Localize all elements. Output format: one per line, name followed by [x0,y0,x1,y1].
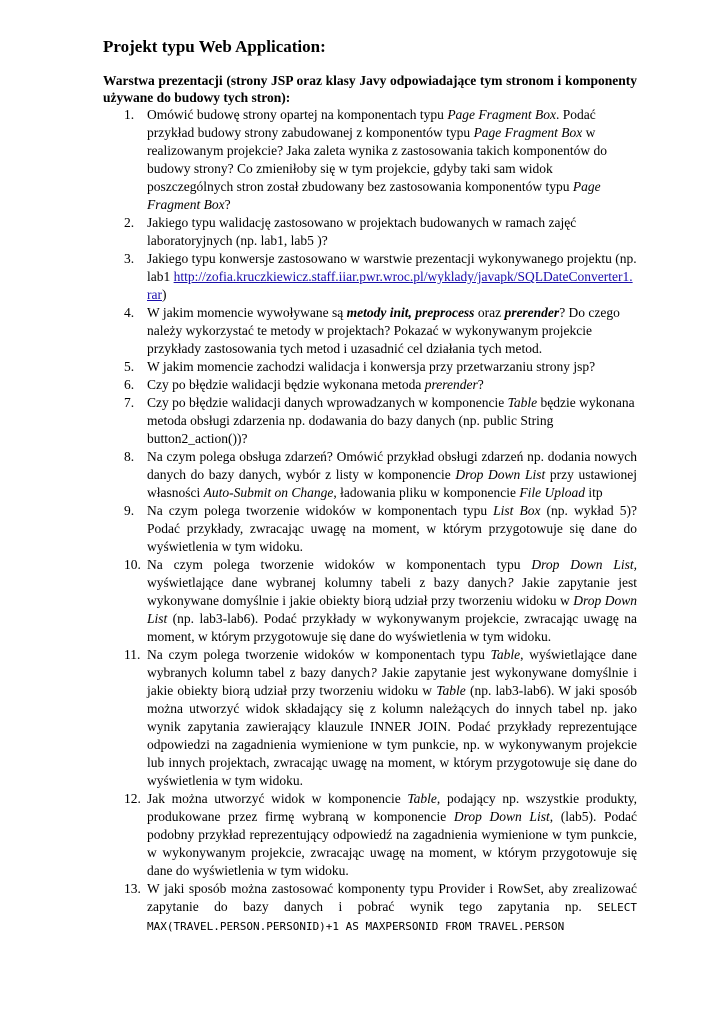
text-run: Jakie zapytanie jest wykonywane domyślnie i jakie obiekty biorą udział przy tworzeniu widoku w [147,575,637,608]
text-run: wyświetlające dane wybranej kolumny tabeli z bazy danych [147,575,507,590]
text-run: Na czym polega tworzenie widoków w komponentach typu [147,647,491,662]
text-run: W jaki sposób można zastosować komponenty typu Provider i RowSet, aby zrealizować zapytanie do bazy danych i pobrać wynik tego zapytania np. [147,881,637,914]
text-run: Jak można utworzyć widok w komponencie [147,791,408,806]
text-run: (np. lab3-lab6). Podać przykłady w wykonywanym projekcie, zwracając uwagę na moment, w którym przygotowuje się dane do wyświetlenia w tym widoku. [147,611,637,644]
text-run: prerender [504,305,560,320]
question-item [103,250,637,304]
question-item [103,214,637,250]
question-text [147,250,637,304]
question-text [147,394,637,448]
text-run: Table [407,791,437,806]
text-run: , podający np. wszystkie produkty, produkowane przez firmę wybraną w komponencie [147,791,638,824]
text-run: Table [436,683,466,698]
question-number: 4. [124,305,135,320]
text-run: Jakiego typu walidację zastosowano w projektach budowanych w ramach zajęć laboratoryjnych (np. lab1, lab5 )? [147,215,577,248]
question-text [147,106,637,214]
text-run: Drop Down List [147,593,637,626]
question-item [103,502,637,556]
page-title: Projekt typu Web Application: [103,37,326,56]
text-run: oraz [474,305,505,320]
question-text [147,790,637,880]
question-item [103,646,637,790]
text-run: , ładowania pliku w komponencie [333,485,520,500]
question-number: 9. [124,503,135,518]
question-number: 13. [124,881,141,896]
question-number: 5. [124,359,135,374]
question-text [147,448,637,502]
text-run: (np. wykład 5)? Podać przykłady, zwracając uwagę na moment, w którym przygotowuje się dane do wyświetlenia w tym widoku. [147,503,637,554]
question-item [103,376,637,394]
text-run: przy ustawionej własności [147,467,637,500]
text-run: Drop Down List [453,809,550,824]
question-text [147,556,637,646]
text-run: , (lab5). Podać podobny przykład reprezentujący odpowiedź na zagadnienia wymienione w tym punkcie, w wykonywanym projekcie, zwracając uwagę na moment, w którym przygotowuje się dane do wyświetlenia w tym widoku. [147,809,637,878]
text-run: SELECT MAX(TRAVEL.PERSON.PERSONID)+1 AS MAXPERSONID FROM TRAVEL.PERSON [147,901,637,933]
text-run: w realizowanym projekcie? Jaka zaleta wynika z zastosowania takich komponentów do budowy strony? Co zmieniłoby się w tym projekcie, gdyby taki sam widok poszczególnych stron został zbudowany bez zastosowania komponentów typu [147,125,607,194]
text-run: Page Fragment Box [147,179,601,212]
text-run: Omówić budowę strony opartej na komponentach typu [147,107,448,122]
question-item [103,106,637,214]
section-heading: Warstwa prezentacji (strony JSP oraz klasy Javy odpowiadające tym stronom i komponenty używane do budowy tych stron): [103,73,637,105]
question-item [103,556,637,646]
question-number: 7. [124,395,135,410]
text-run: (np. lab3-lab6). W jaki sposób można utworzyć widok składający się z kolumn należących do innych tabel np. jako wynik zapytania zawierający klauzule INNER JOIN. Podać przykłady reprezentujące odpowiedzi na zagadnienia wymienione w tym punkcie, np. w wykonywanym projekcie lub innych projektach, zwracając uwagę na moment, w którym przygotowuje się dane do wyświetlenia w tym widoku. [147,683,637,788]
text-run: Czy po błędzie walidacji będzie wykonana metoda [147,377,425,392]
question-text [147,304,637,358]
text-run: ? [224,197,231,212]
text-run: Czy po błędzie walidacji danych wprowadzanych w komponencie [147,395,508,410]
text-run: List Box [493,503,541,518]
question-item [103,790,637,880]
question-text [147,376,637,394]
text-run: Auto-Submit on Change [203,485,334,500]
question-list [103,106,637,936]
question-item [103,448,637,502]
text-run: Na czym polega obsługa zdarzeń? Omówić przykład obsługi zdarzeń np. dodania nowych danych do bazy danych, wybór z listy w komponencie [147,449,637,482]
text-run: ) [161,287,167,302]
question-number: 11. [124,647,141,662]
question-text [147,502,637,556]
question-number: 3. [124,251,135,266]
converter-link[interactable]: http://zofia.kruczkiewicz.staff.iiar.pwr.wroc.pl/wyklady/javapk/SQLDateConverter1.rar [147,269,633,302]
question-item [103,880,637,936]
text-run: itp [584,485,603,500]
text-run: będzie wykonana metoda obsługi zdarzenia np. dodawania do bazy danych (np. public String button2_action())? [147,395,635,446]
text-run: File Upload [519,485,585,500]
text-run: metody init, preprocess [346,305,475,320]
question-number: 2. [124,215,135,230]
text-run: Drop Down List [455,467,546,482]
question-text [147,646,637,790]
text-run: W jakim momencie wywoływane są [147,305,347,320]
question-number: 8. [124,449,135,464]
text-run: ? [506,575,514,590]
question-number: 6. [124,377,135,392]
question-number: 1. [124,107,135,122]
question-item [103,394,637,448]
text-run: Na czym polega tworzenie widoków w komponentach typu [147,503,494,518]
question-number: 10. [124,557,141,572]
text-run: ? [477,377,484,392]
text-run: Jakie zapytanie jest wykonywane domyślnie i jakie obiekty biorą udział przy tworzeniu widoku w [147,665,637,698]
text-run: Page Fragment Box [447,107,557,122]
text-run: Table [490,647,521,662]
text-run: Page Fragment Box [473,125,583,140]
question-text [147,358,637,376]
text-run: , wyświetlające dane wybranych kolumn tabel z bazy danych [147,647,637,680]
text-run: ? Do czego należy wykorzystać te metody w projektach? Pokazać w wykonywanym projekcie przykłady zastosowania tych metod i uzasadnić cel działania tych metod. [147,305,620,356]
question-text [147,880,637,936]
question-text [147,214,637,250]
question-item [103,304,637,358]
text-run: Drop Down List, [531,557,637,572]
text-run: Na czym polega tworzenie widoków w komponentach typu [147,557,532,572]
text-run: . Podać przykład budowy strony zabudowanej z komponentów typu [147,107,596,140]
question-number: 12. [124,791,141,806]
text-run: prerender [424,377,478,392]
text-run: Jakiego typu konwersje zastosowano w warstwie prezentacji wykonywanego projektu (np. lab1 [147,251,637,284]
text-run: Table [507,395,538,410]
text-run: ? [369,665,377,680]
text-run: W jakim momencie zachodzi walidacja i konwersja przy przetwarzaniu strony jsp? [147,359,596,374]
question-item [103,358,637,376]
